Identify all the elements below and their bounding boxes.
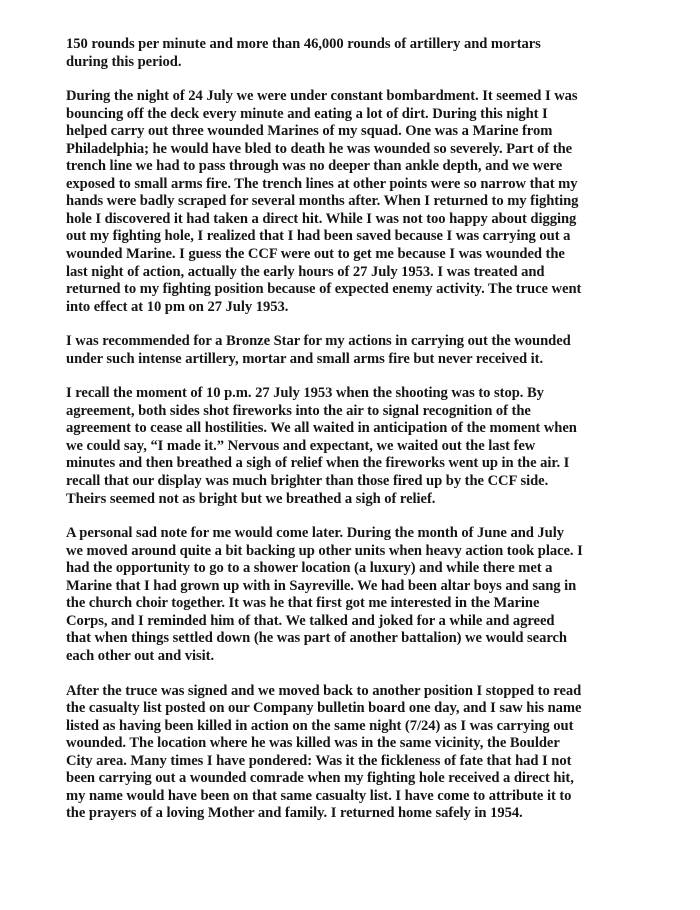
text-line: I was recommended for a Bronze Star for my actions in carrying out the wounded: [66, 333, 571, 350]
text-line: during this period.: [66, 53, 182, 70]
text-line: trench line we had to pass through was no deeper than ankle depth, and we were: [66, 158, 563, 175]
text-line: I recall the moment of 10 p.m. 27 July 1953 when the shooting was to stop. By: [66, 385, 544, 402]
text-line: had the opportunity to go to a shower location (a luxury) and while there met a: [66, 560, 553, 577]
text-line: returned to my fighting position because of expected enemy activity. The truce went: [66, 281, 582, 298]
text-line: that when things settled down (he was part of another battalion) we would search: [66, 630, 567, 647]
text-line: 150 rounds per minute and more than 46,000 rounds of artillery and mortars: [66, 36, 541, 52]
text-line: Theirs seemed not as bright but we breathed a sigh of relief.: [66, 490, 436, 507]
text-line: Corps, and I reminded him of that. We talked and joked for a while and agreed: [66, 612, 555, 629]
text-line: under such intense artillery, mortar and small arms fire but never received it.: [66, 350, 544, 367]
text-line: my name would have been on that same casualty list. I have come to attribute it to: [66, 787, 572, 804]
text-line: hole I discovered it had taken a direct hit. While I was not too happy about digging: [66, 210, 577, 227]
text-line: we could say, “I made it.” Nervous and expectant, we waited out the last few: [66, 437, 536, 454]
text-line: Marine that I had grown up with in Sayreville. We had been altar boys and sang in: [66, 577, 577, 594]
text-line: A personal sad note for me would come later. During the month of June and July: [66, 525, 564, 542]
text-line: exposed to small arms fire. The trench lines at other points were so narrow that my: [66, 175, 578, 192]
text-line: hands were badly scraped for several months after. When I returned to my fighting: [66, 193, 579, 210]
text-line: the church choir together. It was he that first got me interested in the Marine: [66, 595, 540, 612]
text-line: the casualty list posted on our Company bulletin board one day, and I saw his name: [66, 700, 582, 717]
text-line: last night of action, actually the early hours of 27 July 1953. I was treated and: [66, 263, 545, 280]
text-line: recall that our display was much brighter than those fired up by the CCF side.: [66, 473, 549, 490]
text-line: out my fighting hole, I realized that I had been saved because I was carrying out a: [66, 228, 571, 245]
text-line: into effect at 10 pm on 27 July 1953.: [66, 298, 289, 315]
text-line: minutes and then breathed a sigh of relief when the fireworks went up in the air. I: [66, 455, 570, 472]
paragraph: [66, 36, 666, 71]
text-line: wounded Marine. I guess the CCF were out to get me because I was wounded the: [66, 246, 565, 263]
paragraph: [66, 525, 666, 665]
text-line: agreement, both sides shot fireworks into the air to signal recognition of the: [66, 402, 531, 419]
text-line: wounded. The location where he was killed was in the same vicinity, the Boulder: [66, 735, 560, 752]
text-line: each other out and visit.: [66, 647, 215, 664]
text-line: agreement to cease all hostilities. We all waited in anticipation of the moment when: [66, 420, 577, 437]
text-line: City area. Many times I have pondered: Was it the fickleness of fate that had I not: [66, 752, 572, 769]
document-page: [66, 36, 666, 840]
paragraph: [66, 88, 666, 316]
text-line: listed as having been killed in action on the same night (7/24) as I was carrying out: [66, 717, 574, 734]
text-line: Philadelphia; he would have bled to death he was wounded so severely. Part of the: [66, 140, 573, 157]
text-line: we moved around quite a bit backing up other units when heavy action took place. I: [66, 542, 583, 559]
text-line: After the truce was signed and we moved back to another position I stopped to read: [66, 682, 582, 699]
text-line: During the night of 24 July we were under constant bombardment. It seemed I was: [66, 88, 578, 105]
text-line: the prayers of a loving Mother and family. I returned home safely in 1954.: [66, 805, 523, 822]
text-line: helped carry out three wounded Marines of my squad. One was a Marine from: [66, 123, 553, 140]
paragraph: [66, 385, 666, 508]
text-line: been carrying out a wounded comrade when my fighting hole received a direct hit,: [66, 770, 574, 787]
paragraph: [66, 683, 666, 823]
text-line: bouncing off the deck every minute and eating a lot of dirt. During this night I: [66, 105, 548, 122]
paragraph: [66, 333, 666, 368]
